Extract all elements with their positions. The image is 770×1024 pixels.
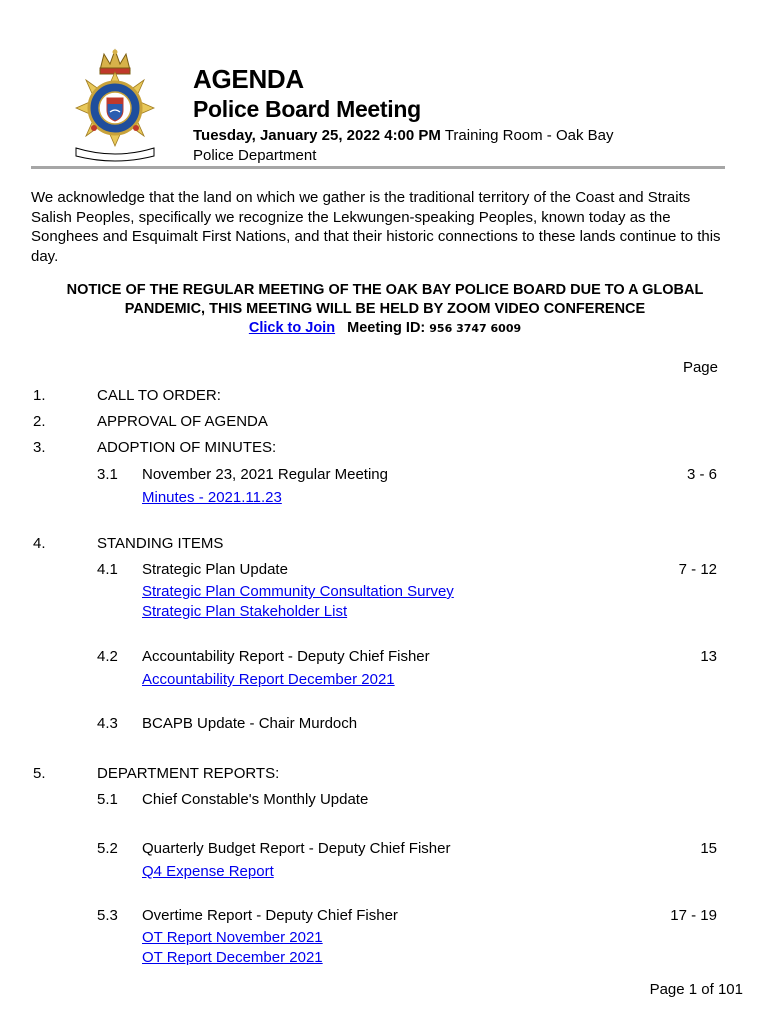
sub-item-number: 4.3 bbox=[97, 715, 118, 732]
attachment-link[interactable]: Accountability Report December 2021 bbox=[142, 671, 395, 688]
item-title: APPROVAL OF AGENDA bbox=[97, 413, 268, 430]
page-footer: Page 1 of 101 bbox=[649, 981, 743, 998]
item-title: DEPARTMENT REPORTS: bbox=[97, 765, 280, 782]
attachment-link[interactable]: OT Report December 2021 bbox=[142, 949, 323, 966]
item-number: 2. bbox=[33, 413, 46, 430]
sub-item-number: 5.2 bbox=[97, 840, 118, 857]
attachment-link[interactable]: Strategic Plan Community Consultation Survey bbox=[142, 583, 454, 600]
item-title: STANDING ITEMS bbox=[97, 535, 224, 552]
sub-item-number: 5.3 bbox=[97, 907, 118, 924]
sub-item-title: Chief Constable's Monthly Update bbox=[142, 791, 369, 808]
item-title: ADOPTION OF MINUTES: bbox=[97, 439, 277, 456]
land-acknowledgement: We acknowledge that the land on which we gather is the traditional territory of the Coast and Straits Salish Peoples, specifically we recognize the Lekwungen-speaking Peoples, known today as the Songhees and Esquimalt First Nations, and that their historic connections to these lands continue to this day. bbox=[31, 189, 721, 265]
item-title: CALL TO ORDER: bbox=[97, 387, 221, 404]
item-number: 1. bbox=[33, 387, 46, 404]
sub-item-number: 4.1 bbox=[97, 561, 118, 578]
notice-text: NOTICE OF THE REGULAR MEETING OF THE OAK BAY POLICE BOARD DUE TO A GLOBAL PANDEMIC, THIS MEETING WILL BE HELD BY ZOOM VIDEO CONFERENCE bbox=[66, 282, 704, 317]
attachment-link[interactable]: OT Report November 2021 bbox=[142, 929, 323, 946]
sub-item-pages: 7 - 12 bbox=[678, 561, 717, 578]
sub-item-title: Accountability Report - Deputy Chief Fisher bbox=[142, 648, 430, 665]
meeting-notice bbox=[40, 281, 730, 338]
join-link[interactable]: Click to Join bbox=[248, 320, 336, 336]
join-line bbox=[40, 319, 730, 338]
sub-item-pages: 15 bbox=[700, 840, 717, 857]
sub-item-title: Strategic Plan Update bbox=[142, 561, 288, 578]
sub-item-number: 3.1 bbox=[97, 466, 118, 483]
meeting-info bbox=[193, 126, 643, 166]
oak-bay-police-crest-icon bbox=[70, 48, 160, 164]
meeting-location: Training Room - Oak Bay Police Department bbox=[193, 127, 614, 164]
item-number: 3. bbox=[33, 439, 46, 456]
sub-item-pages: 3 - 6 bbox=[686, 466, 717, 483]
sub-item-number: 5.1 bbox=[97, 791, 118, 808]
page-column-header: Page bbox=[682, 359, 718, 376]
attachment-link[interactable]: Strategic Plan Stakeholder List bbox=[142, 603, 348, 620]
header-divider bbox=[31, 166, 725, 169]
sub-item-title: BCAPB Update - Chair Murdoch bbox=[142, 715, 358, 732]
sub-item-pages: 13 bbox=[700, 648, 717, 665]
agenda-title: AGENDA bbox=[193, 64, 304, 94]
meeting-date-time: Tuesday, January 25, 2022 4:00 PM bbox=[193, 127, 441, 144]
sub-item-number: 4.2 bbox=[97, 648, 118, 665]
meeting-id: 956 3747 6009 bbox=[429, 322, 522, 335]
meeting-id-label: Meeting ID: bbox=[347, 320, 426, 336]
meeting-title: Police Board Meeting bbox=[193, 96, 421, 122]
attachment-link[interactable]: Q4 Expense Report bbox=[142, 863, 274, 880]
sub-item-title: Quarterly Budget Report - Deputy Chief Fisher bbox=[142, 840, 451, 857]
sub-item-title: Overtime Report - Deputy Chief Fisher bbox=[142, 907, 398, 924]
sub-item-pages: 17 - 19 bbox=[670, 907, 717, 924]
item-number: 4. bbox=[33, 535, 46, 552]
sub-item-title: November 23, 2021 Regular Meeting bbox=[142, 466, 388, 483]
item-number: 5. bbox=[33, 765, 46, 782]
attachment-link[interactable]: Minutes - 2021.11.23 bbox=[142, 489, 282, 506]
